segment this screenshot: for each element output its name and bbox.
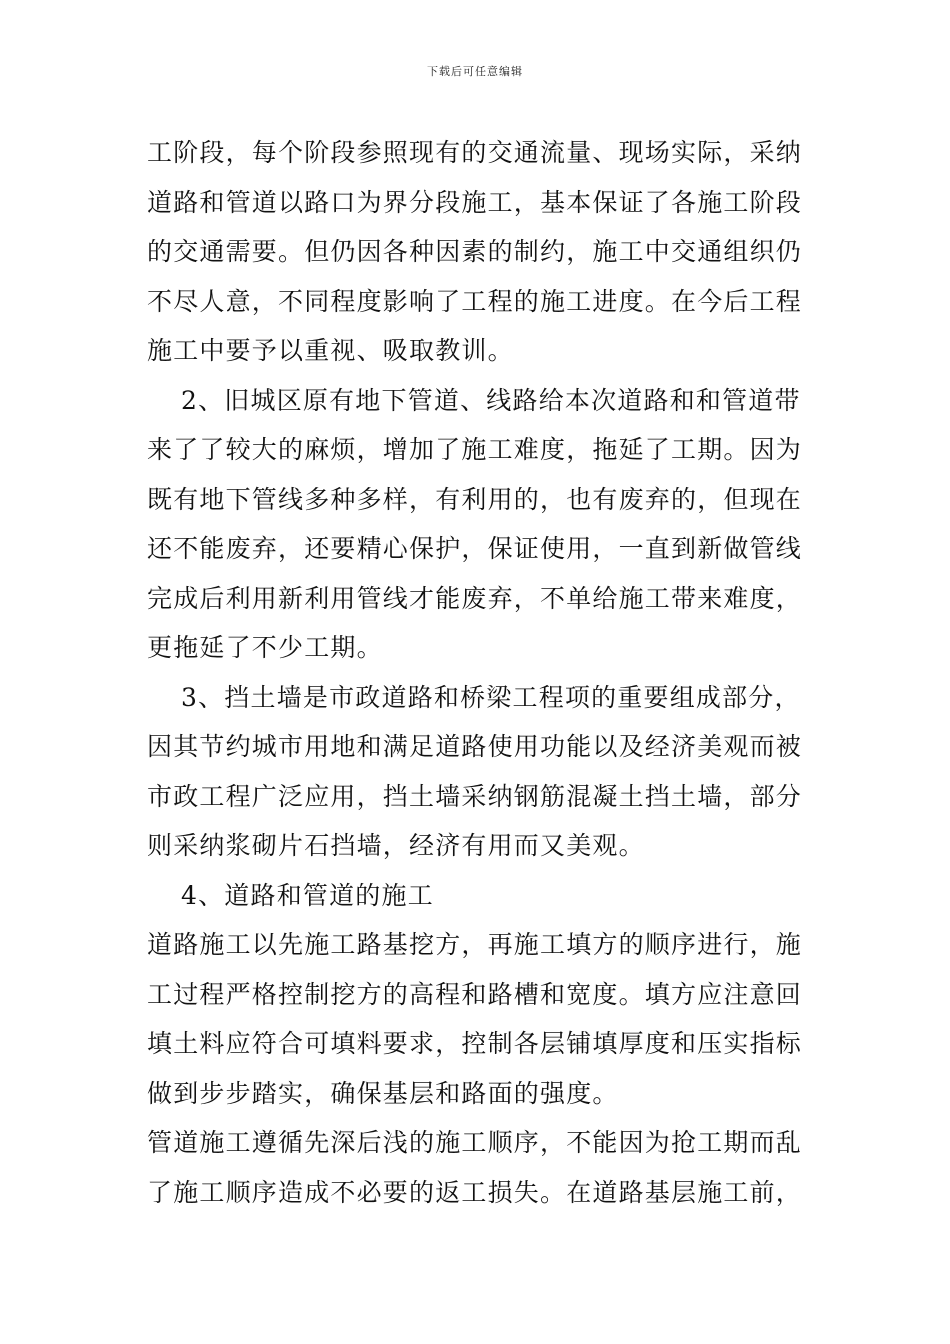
text-line: 不尽人意，不同程度影响了工程的施工进度。在今后工程	[147, 286, 803, 316]
text-line: 因其节约城市用地和满足道路使用功能以及经济美观而被	[147, 732, 803, 761]
text-line: 还不能废弃，还要精心保护，保证使用，一直到新做管线	[147, 534, 803, 563]
text-line: 市政工程广泛应用，挡土墙采纳钢筋混凝土挡土墙，部分	[147, 781, 803, 811]
text-line: 完成后利用新利用管线才能废弃，不单给施工带来难度，	[147, 583, 803, 613]
section-heading-4: 4、道路和管道的施工	[181, 880, 434, 910]
text-line: 来了了较大的麻烦，增加了施工难度，拖延了工期。因为	[147, 435, 803, 464]
document-body	[147, 128, 807, 1217]
text-line: 道路和管道以路口为界分段施工，基本保证了各施工阶段	[147, 187, 803, 217]
text-line: 工过程严格控制挖方的高程和路槽和宽度。填方应注意回	[147, 979, 803, 1009]
text-line: 更拖延了不少工期。	[147, 633, 383, 662]
text-line: 施工中要予以重视、吸取教训。	[147, 336, 514, 365]
text-line: 的交通需要。但仍因各种因素的制约，施工中交通组织仍	[147, 237, 803, 266]
text-line: 管道施工遵循先深后浅的施工顺序，不能因为抢工期而乱	[147, 1128, 803, 1157]
text-line: 做到步步踏实，确保基层和路面的强度。	[147, 1078, 619, 1108]
text-line-paragraph-3-start: 3、挡土墙是市政道路和桥梁工程项的重要组成部分，	[181, 682, 801, 712]
text-line-paragraph-2-start: 2、旧城区原有地下管道、线路给本次道路和和管道带	[181, 385, 801, 415]
text-line: 则采纳浆砌片石挡墙，经济有用而又美观。	[147, 831, 645, 860]
text-line: 了施工顺序造成不必要的返工损失。在道路基层施工前，	[147, 1177, 803, 1207]
page-header: 下载后可任意编辑	[427, 65, 523, 78]
text-line: 既有地下管线多种多样，有利用的，也有废弃的，但现在	[147, 484, 803, 514]
text-line: 道路施工以先施工路基挖方，再施工填方的顺序进行，施	[147, 930, 803, 959]
text-line: 填土料应符合可填料要求，控制各层铺填厚度和压实指标	[147, 1029, 803, 1058]
text-line: 工阶段，每个阶段参照现有的交通流量、现场实际，采纳	[147, 138, 803, 167]
